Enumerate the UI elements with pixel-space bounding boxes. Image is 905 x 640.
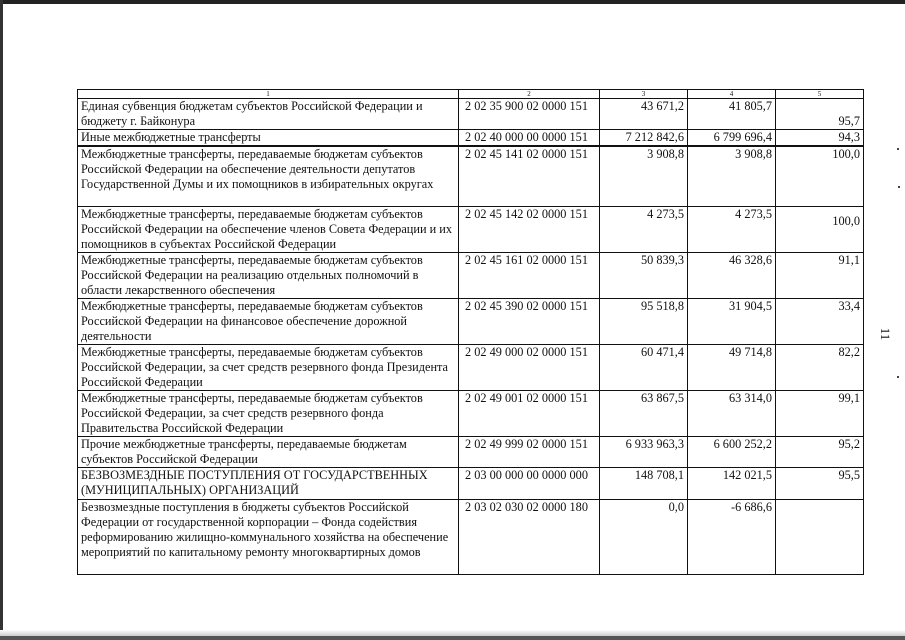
- row-value-col4: 142 021,5: [688, 467, 776, 499]
- row-code: 2 02 45 142 02 0000 151: [459, 206, 600, 252]
- row-value-col4: 6 799 696,4: [688, 130, 776, 147]
- row-name: Безвозмездные поступления в бюджеты субъектов Российской Федерации от государственной корпорации – Фонда содействия реформированию жилищно-коммунального хозяйства на обеспечение мероприятий по капитальному ремонту многоквартирных домов: [78, 499, 459, 574]
- row-value-col4: 6 600 252,2: [688, 436, 776, 467]
- table-row: [78, 344, 864, 390]
- row-value-col4: 4 273,5: [688, 206, 776, 252]
- column-number: 5: [776, 90, 864, 99]
- row-code: 2 02 49 000 02 0000 151: [459, 344, 600, 390]
- row-name: БЕЗВОЗМЕЗДНЫЕ ПОСТУПЛЕНИЯ ОТ ГОСУДАРСТВЕННЫХ (МУНИЦИПАЛЬНЫХ) ОРГАНИЗАЦИЙ: [78, 467, 459, 499]
- table-row: [78, 206, 864, 252]
- row-value-col5: 33,4: [776, 298, 864, 344]
- scan-speck: [898, 186, 900, 188]
- column-number: 4: [688, 90, 776, 99]
- row-value-col4: 49 714,8: [688, 344, 776, 390]
- row-value-col5: [776, 499, 864, 574]
- row-value-col3: 6 933 963,3: [600, 436, 688, 467]
- row-code: 2 02 49 999 02 0000 151: [459, 436, 600, 467]
- scan-speck: [897, 148, 899, 150]
- row-code: 2 02 49 001 02 0000 151: [459, 390, 600, 436]
- row-name: Межбюджетные трансферты, передаваемые бюджетам субъектов Российской Федерации на реализацию отдельных полномочий в области лекарственного обеспечения: [78, 252, 459, 298]
- table-row: [78, 130, 864, 147]
- row-name: Иные межбюджетные трансферты: [78, 130, 459, 147]
- row-value-col3: 7 212 842,6: [600, 130, 688, 147]
- row-value-col3: 60 471,4: [600, 344, 688, 390]
- row-value-col4: 31 904,5: [688, 298, 776, 344]
- row-value-col3: 0,0: [600, 499, 688, 574]
- row-value-col5: 82,2: [776, 344, 864, 390]
- column-number-row: [78, 90, 864, 99]
- row-value-col4: 46 328,6: [688, 252, 776, 298]
- row-value-col5: 95,7: [776, 99, 864, 130]
- row-code: 2 02 45 141 02 0000 151: [459, 146, 600, 206]
- row-value-col4: 3 908,8: [688, 146, 776, 206]
- row-value-col5: 100,0: [776, 146, 864, 206]
- column-number: 1: [78, 90, 459, 99]
- table-row: [78, 146, 864, 206]
- budget-table: [77, 89, 864, 575]
- row-code: 2 02 40 000 00 0000 151: [459, 130, 600, 147]
- row-value-col5: 100,0: [776, 206, 864, 252]
- row-value-col4: 63 314,0: [688, 390, 776, 436]
- row-value-col3: 63 867,5: [600, 390, 688, 436]
- row-value-col3: 3 908,8: [600, 146, 688, 206]
- table-row: [78, 99, 864, 130]
- table-row: [78, 298, 864, 344]
- row-value-col5: 95,2: [776, 436, 864, 467]
- row-value-col5: 99,1: [776, 390, 864, 436]
- row-code: 2 02 45 161 02 0000 151: [459, 252, 600, 298]
- table-row: [78, 390, 864, 436]
- row-value-col4: -6 686,6: [688, 499, 776, 574]
- row-value-col5: 95,5: [776, 467, 864, 499]
- scan-left-edge: [0, 0, 3, 640]
- row-code: 2 03 00 000 00 0000 000: [459, 467, 600, 499]
- row-value-col3: 43 671,2: [600, 99, 688, 130]
- row-value-col3: 148 708,1: [600, 467, 688, 499]
- scan-speck: [897, 376, 899, 378]
- table-row: [78, 436, 864, 467]
- row-name: Межбюджетные трансферты, передаваемые бюджетам субъектов Российской Федерации на обеспечение деятельности депутатов Государственной Думы и их помощников в избирательных округах: [78, 146, 459, 206]
- row-value-col3: 95 518,8: [600, 298, 688, 344]
- row-value-col3: 4 273,5: [600, 206, 688, 252]
- scan-bottom-edge: [0, 636, 905, 640]
- row-value-col4: 41 805,7: [688, 99, 776, 130]
- column-number: 2: [459, 90, 600, 99]
- table-row: [78, 499, 864, 574]
- row-name: Межбюджетные трансферты, передаваемые бюджетам субъектов Российской Федерации на финансовое обеспечение дорожной деятельности: [78, 298, 459, 344]
- row-name: Межбюджетные трансферты, передаваемые бюджетам субъектов Российской Федерации на обеспечение членов Совета Федерации и их помощников в субъектах Российской Федерации: [78, 206, 459, 252]
- row-code: 2 02 35 900 02 0000 151: [459, 99, 600, 130]
- row-name: Единая субвенция бюджетам субъектов Российской Федерации и бюджету г. Байконура: [78, 99, 459, 130]
- row-name: Межбюджетные трансферты, передаваемые бюджетам субъектов Российской Федерации, за счет средств резервного фонда Президента Российской Федерации: [78, 344, 459, 390]
- row-value-col5: 91,1: [776, 252, 864, 298]
- row-value-col5: 94,3: [776, 130, 864, 147]
- page-number: 11: [878, 327, 893, 341]
- row-code: 2 03 02 030 02 0000 180: [459, 499, 600, 574]
- row-name: Межбюджетные трансферты, передаваемые бюджетам субъектов Российской Федерации, за счет средств резервного фонда Правительства Российской Федерации: [78, 390, 459, 436]
- table-row: [78, 252, 864, 298]
- row-code: 2 02 45 390 02 0000 151: [459, 298, 600, 344]
- row-name: Прочие межбюджетные трансферты, передаваемые бюджетам субъектов Российской Федерации: [78, 436, 459, 467]
- column-number: 3: [600, 90, 688, 99]
- table-row: [78, 467, 864, 499]
- row-value-col3: 50 839,3: [600, 252, 688, 298]
- scan-top-edge: [0, 0, 905, 4]
